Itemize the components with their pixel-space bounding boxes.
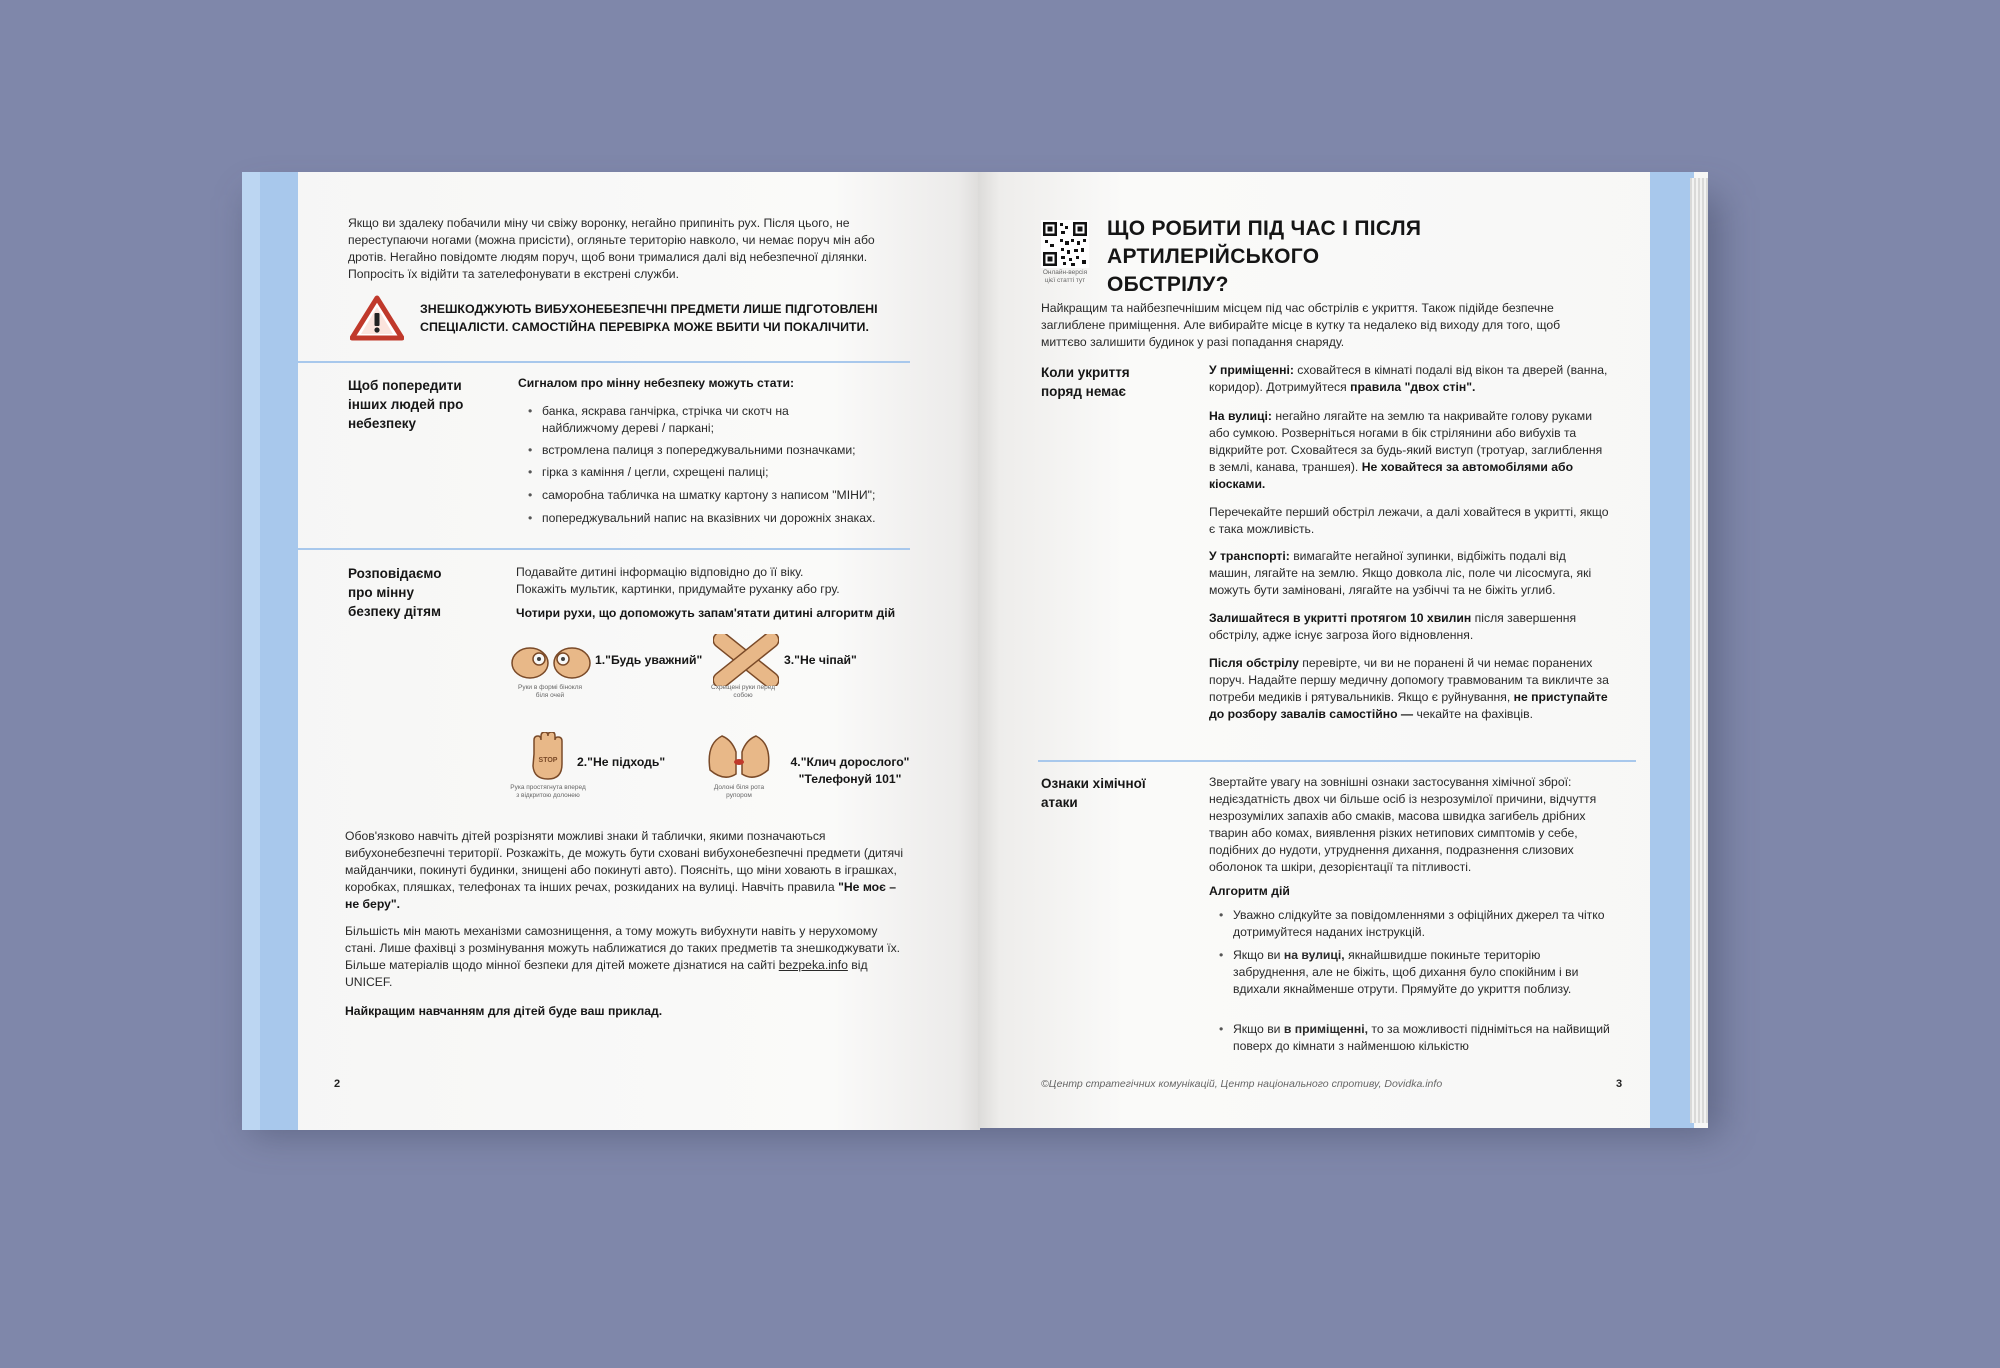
street-paragraph: На вулиці: негайно лягайте на землю та накривайте голову руками або сумкою. Розверніться ногами в бік стрілянини або вибухів та відкрийте рот. Сховайтеся за будь-який виступ (тротуар, заглиблення в землі, канава, траншея). Не ховайтеся за автомобілями або кіосками. — [1209, 409, 1603, 491]
qr-caption: Онлайн-версія цієї статті тут — [1042, 269, 1088, 284]
wait-paragraph: Перечекайте перший обстріл лежачи, а далі ховайтеся в укритті, якщо є така можливість. — [1209, 505, 1609, 536]
megaphone-hands-icon — [706, 732, 772, 782]
motion-caption-2: Рука простягнута вперед з відкритою долонею — [510, 784, 586, 799]
self-destruct-paragraph: Більшість мін мають механізми самознищення, а тому можуть вибухнути навіть у нерухомому стані. Лише фахівці з розмінування можуть наближатися до таких предметів та знешкоджувати їх. Більше матеріалів щодо мінної безпеки для дітей можете дізнатися на сайті bezpeka.info від UNICEF. — [345, 924, 901, 989]
children-line-1: Подавайте дитині інформацію відповідно до її віку. — [516, 565, 804, 579]
after-shelling-paragraph: Після обстрілу перевірте, чи ви не поранені й чи немає поранених поруч. Надайте першу медичну допомогу травмованим та викличте за потреби медиків і рятувальників. Якщо є руйнування, не приступайте до розбору завалів самостійно — чекайте на фахівців. — [1209, 656, 1609, 721]
section-title-chemical: Ознаки хімічної атаки — [1041, 776, 1146, 810]
stop-hand-icon — [527, 732, 567, 782]
motion-label-1: 1."Будь уважний" — [595, 653, 703, 667]
algorithm-item-3: • Якщо ви в приміщенні, то за можливості підніміться на найвищий поверх до кімнати з найменшою кількістю — [1233, 1021, 1613, 1055]
warning-icon — [350, 295, 404, 341]
footer-credits: ©Центр стратегічних комунікацій, Центр національного спротиву, Dovidka.info — [1041, 1078, 1443, 1090]
motion-caption-1: Руки в формі бінокля біля очей — [517, 684, 583, 699]
stay-paragraph: Залишайтеся в укритті протягом 10 хвилин після завершення обстрілу, адже існує загроза його відновлення. — [1209, 611, 1577, 642]
best-example-line: Найкращим навчанням для дітей буде ваш приклад. — [345, 1004, 663, 1018]
left-accent-band-edge — [242, 172, 260, 1130]
page-title: ЩО РОБИТИ ПІД ЧАС І ПІСЛЯ АРТИЛЕРІЙСЬКОГО ОБСТРІЛУ? — [1107, 217, 1422, 296]
page-number-left: 2 — [334, 1078, 341, 1090]
signals-lead: Сигналом про мінну небезпеку можуть стати: — [518, 376, 795, 390]
signal-item-5: • попереджувальний напис на вказівних чи дорожніх знаках. — [542, 510, 922, 527]
section-divider — [298, 548, 910, 550]
teach-children-paragraph: Обов'язково навчіть дітей розрізняти можливі знаки й таблички, якими позначаються вибухонебезпечні території. Розкажіть, де можуть бути сховані вибухонебезпечні предмети (дитячі майданчики, покинуті будинки, знищені або покинуті авто). Поясніть, що міни ховають в іграшках, коробках, пляшках, телефонах та інших речах, розкиданих на вулиці. Навчіть правила "Не моє – не беру". — [345, 829, 904, 911]
right-accent-band — [1650, 172, 1694, 1128]
motion-caption-3: Схрещені руки перед собою — [711, 684, 775, 699]
page-number-right: 3 — [1616, 1078, 1623, 1090]
qr-code-icon[interactable] — [1041, 220, 1089, 268]
section-title-no-shelter: Коли укриття поряд немає — [1041, 365, 1130, 399]
section-divider — [298, 361, 910, 363]
algorithm-item-2: • Якщо ви на вулиці, якнайшвидше покиньте територію забруднення, але не біжіть, щоб дихання було спокійним і ви вдихали якнайменше отрути. Прямуйте до укриття поблизу. — [1233, 947, 1613, 998]
binoculars-hands-icon — [510, 639, 592, 683]
algorithm-item-1: • Уважно слідкуйте за повідомленнями з офіційних джерел та чітко дотримуйтеся наданих інструкцій. — [1233, 907, 1613, 941]
signal-item-2: • встромлена палиця з попереджувальними позначками; — [542, 442, 902, 459]
intro-paragraph: Найкращим та найбезпечнішим місцем під час обстрілів є укриття. Також підійде безпечне заглиблене приміщення. Але вибирайте місце в кутку та недалеко від виходу для того, щоб миттєво залишити будинок у разі попадання снаряду. — [1041, 301, 1561, 349]
children-line-2: Покажіть мультик, картинки, придумайте руханку або гру. — [516, 582, 840, 596]
warning-line-2: СПЕЦІАЛІСТИ. САМОСТІЙНА ПЕРЕВІРКА МОЖЕ ВБИТИ ЧИ ПОКАЛІЧИТИ. — [420, 320, 869, 334]
warning-line-1: ЗНЕШКОДЖУЮТЬ ВИБУХОНЕБЕЗПЕЧНІ ПРЕДМЕТИ ЛИШЕ ПІДГОТОВЛЕНІ — [420, 302, 878, 316]
section-title-warn-others: Щоб попередити інших людей про небезпеку — [348, 378, 464, 431]
algorithm-title: Алгоритм дій — [1209, 884, 1290, 898]
chemical-signs-paragraph: Звертайте увагу на зовнішні ознаки застосування хімічної зброї: недієздатність двох чи більше осіб із незрозумілої причини, відчуття незрозумілих запахів або смаків, масова швидка загибель дрібних тварин або комах, виявлення різких нетипових симптомів у себе, подібних до нудоти, утруднення дихання, подразнення слизових оболонок та шкіри, дезорієнтації та пітливості. — [1209, 775, 1597, 874]
right-page — [978, 172, 1708, 1128]
signal-item-1: • банка, яскрава ганчірка, стрічка чи скотч на найближчому дереві / паркані; — [542, 403, 832, 437]
transport-paragraph: У транспорті: вимагайте негайної зупинки, відбіжіть подалі від машин, лягайте на землю. Якщо довкола ліс, поле чи лісосмуга, які можуть бути заміновані, лягайте на узбіччі та не біжіть углиб. — [1209, 549, 1592, 597]
crossed-hands-icon — [713, 634, 779, 686]
page-stack-edge — [1690, 178, 1708, 1123]
motion-label-2: 2."Не підходь" — [577, 755, 666, 769]
bezpeka-link[interactable]: bezpeka.info — [778, 958, 848, 972]
section-divider — [1038, 760, 1636, 762]
motion-label-4: 4."Клич дорослого" "Телефонуй 101" — [790, 755, 910, 786]
left-page — [242, 172, 980, 1130]
motion-label-3: 3."Не чіпай" — [784, 653, 857, 667]
indoor-paragraph: У приміщенні: сховайтеся в кімнаті подалі від вікон та дверей (ванна, коридор). Дотримуйтеся правила "двох стін". — [1209, 363, 1608, 394]
intro-paragraph: Якщо ви здалеку побачили міну чи свіжу воронку, негайно припиніть рух. Після цього, не переступаючи ногами (можна присісти), огляньте територію навколо, чи немає поруч мін або дротів. Негайно повідомте людям поруч, щоб вони трималися далі від небезпечної ділянки. Попросіть їх відійти та зателефонувати в екстрені служби. — [348, 216, 875, 281]
section-title-children: Розповідаємо про мінну безпеку дітям — [348, 566, 442, 619]
motion-caption-4: Долоні біля рота рупором — [713, 784, 765, 799]
stop-sign-text: STOP — [538, 757, 558, 764]
signal-item-4: • саморобна табличка на шматку картону з написом "МІНИ"; — [542, 487, 922, 504]
signal-item-3: • гірка з каміння / цегли, схрещені палиці; — [542, 464, 902, 481]
motions-lead: Чотири рухи, що допоможуть запам'ятати дитині алгоритм дій — [516, 606, 896, 620]
